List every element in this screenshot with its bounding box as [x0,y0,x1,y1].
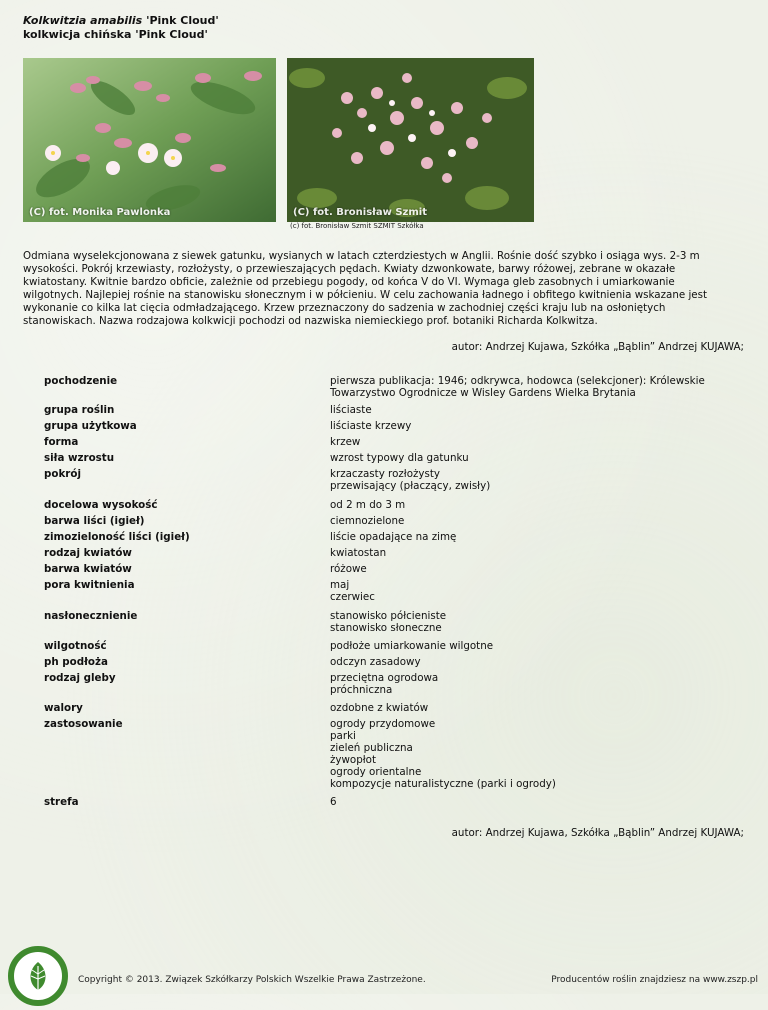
attribute-value-line: przewisający (płaczący, zwisły) [330,480,491,492]
attribute-value [330,531,750,543]
attribute-label: nasłonecznienie [44,610,138,622]
attribute-value-line: parki [330,730,356,742]
description-line: Odmiana wyselekcjonowana z siewek gatunku, wysianych w latach czterdziestych w Anglii. Rośnie dość szybko i osiąga wys. 2-3 m [23,250,700,262]
attribute-label: barwa liści (igieł) [44,515,145,527]
attribute-label: strefa [44,796,79,808]
attribute-value-line: podłoże umiarkowanie wilgotne [330,640,494,652]
attribute-value [330,375,750,399]
attribute-value-line: stanowisko półcieniste [330,610,447,622]
photo-right-credit: (C) fot. Bronisław Szmit [293,207,427,218]
photo-left [23,58,276,222]
attribute-value [330,452,750,464]
attribute-value-line: kompozycje naturalistyczne (parki i ogrody) [330,778,556,790]
attribute-value-line: Towarzystwo Ogrodnicze w Wisley Gardens Wielka Brytania [330,387,636,399]
attribute-value [330,404,750,416]
description-line: wysokości. Pokrój krzewiasty, rozłożysty, o przewieszających pędach. Kwiaty dzwonkowate, barwy różowej, zebrane w okazałe [23,263,676,275]
attribute-label: rodzaj kwiatów [44,547,132,559]
attribute-label: grupa roślin [44,404,115,416]
attribute-value-line: odczyn zasadowy [330,656,421,668]
attribute-label: pokrój [44,468,81,480]
description-line: wykonanie co kilka lat cięcia odmładzającego. Krzew przeznaczony do sadzenia w zachodniej części kraju lub na osłoniętych [23,302,666,314]
author-top: autor: Andrzej Kujawa, Szkółka „Bąblin” Andrzej KUJAWA; [451,341,744,353]
attribute-value-line: liściaste [330,404,372,416]
attribute-value-line: żywopłot [330,754,377,766]
attribute-value-line: przeciętna ogrodowa [330,672,439,684]
attribute-label: barwa kwiatów [44,563,132,575]
plant-title [23,14,219,42]
attribute-value-line: krzaczasty rozłożysty [330,468,440,480]
latin-name-line [23,14,219,28]
attribute-value [330,436,750,448]
attribute-value-line: próchniczna [330,684,393,696]
attribute-label: zimozieloność liści (igieł) [44,531,190,543]
attribute-value [330,796,750,808]
latin-name: Kolkwitzia amabilis [23,14,143,27]
footer-producers-link[interactable]: Producentów roślin znajdziesz na www.zszp.pl [551,975,758,985]
attribute-value-line: czerwiec [330,591,375,603]
attribute-value-line: stanowisko słoneczne [330,622,442,634]
attribute-label: grupa użytkowa [44,420,137,432]
photo-right [287,58,534,222]
description-line: kwiatostany. Kwitnie bardzo obficie, zależnie od przebiegu pogody, od końca V do VI. Wymaga gleb zasobnych i umiarkowanie [23,276,675,288]
attribute-value [330,672,750,696]
attribute-value [330,563,750,575]
cultivar-name: 'Pink Cloud' [146,14,219,27]
polish-name: kolkwicja chińska 'Pink Cloud' [23,28,208,41]
attribute-value-line: kwiatostan [330,547,387,559]
attribute-value [330,579,750,603]
attribute-value-line: ozdobne z kwiatów [330,702,429,714]
author-bottom: autor: Andrzej Kujawa, Szkółka „Bąblin” Andrzej KUJAWA; [451,827,744,839]
attribute-value [330,468,750,492]
attribute-label: pora kwitnienia [44,579,135,591]
attribute-value [330,610,750,634]
attribute-label: ph podłoża [44,656,108,668]
attribute-value [330,656,750,668]
zszp-logo-icon [8,946,68,1006]
attribute-label: zastosowanie [44,718,123,730]
attribute-value-line: wzrost typowy dla gatunku [330,452,469,464]
attribute-label: rodzaj gleby [44,672,116,684]
attribute-value-line: ciemnozielone [330,515,405,527]
attribute-value-line: zieleń publiczna [330,742,413,754]
photo-left-credit: (C) fot. Monika Pawlonka [29,207,171,218]
attribute-label: forma [44,436,79,448]
photo-caption: (c) fot. Bronisław Szmit SZMIT Szkółka [290,222,424,230]
attribute-label: siła wzrostu [44,452,115,464]
attribute-value [330,420,750,432]
attribute-value-line: ogrody przydomowe [330,718,436,730]
attribute-value-line: pierwsza publikacja: 1946; odkrywca, hodowca (selekcjoner): Królewskie [330,375,705,387]
attribute-label: walory [44,702,83,714]
attribute-value [330,499,750,511]
attribute-value-line: maj [330,579,350,591]
attribute-label: wilgotność [44,640,107,652]
attribute-value-line: liściaste krzewy [330,420,412,432]
attribute-value-line: liście opadające na zimę [330,531,457,543]
footer-copyright: Copyright © 2013. Związek Szkółkarzy Polskich Wszelkie Prawa Zastrzeżone. [78,975,426,985]
description-line: stanowiskach. Nazwa rodzajowa kolkwicji pochodzi od nazwiska niemieckiego prof. botaniki Richarda Kolkwitza. [23,315,598,327]
attribute-value [330,515,750,527]
attribute-value [330,640,750,652]
description-line: wilgotnych. Najlepiej rośnie na stanowisku słonecznym i w półcieniu. W celu zachowania ładnego i obfitego kwitnienia wskazane jest [23,289,708,301]
attribute-value-line: od 2 m do 3 m [330,499,406,511]
attribute-value [330,547,750,559]
attribute-value [330,702,750,714]
attribute-label: docelowa wysokość [44,499,158,511]
attribute-value [330,718,750,790]
attribute-value-line: krzew [330,436,361,448]
attribute-label: pochodzenie [44,375,118,387]
attribute-value-line: ogrody orientalne [330,766,422,778]
description [23,250,745,328]
attribute-value-line: różowe [330,563,367,575]
attribute-value-line: 6 [330,796,337,808]
